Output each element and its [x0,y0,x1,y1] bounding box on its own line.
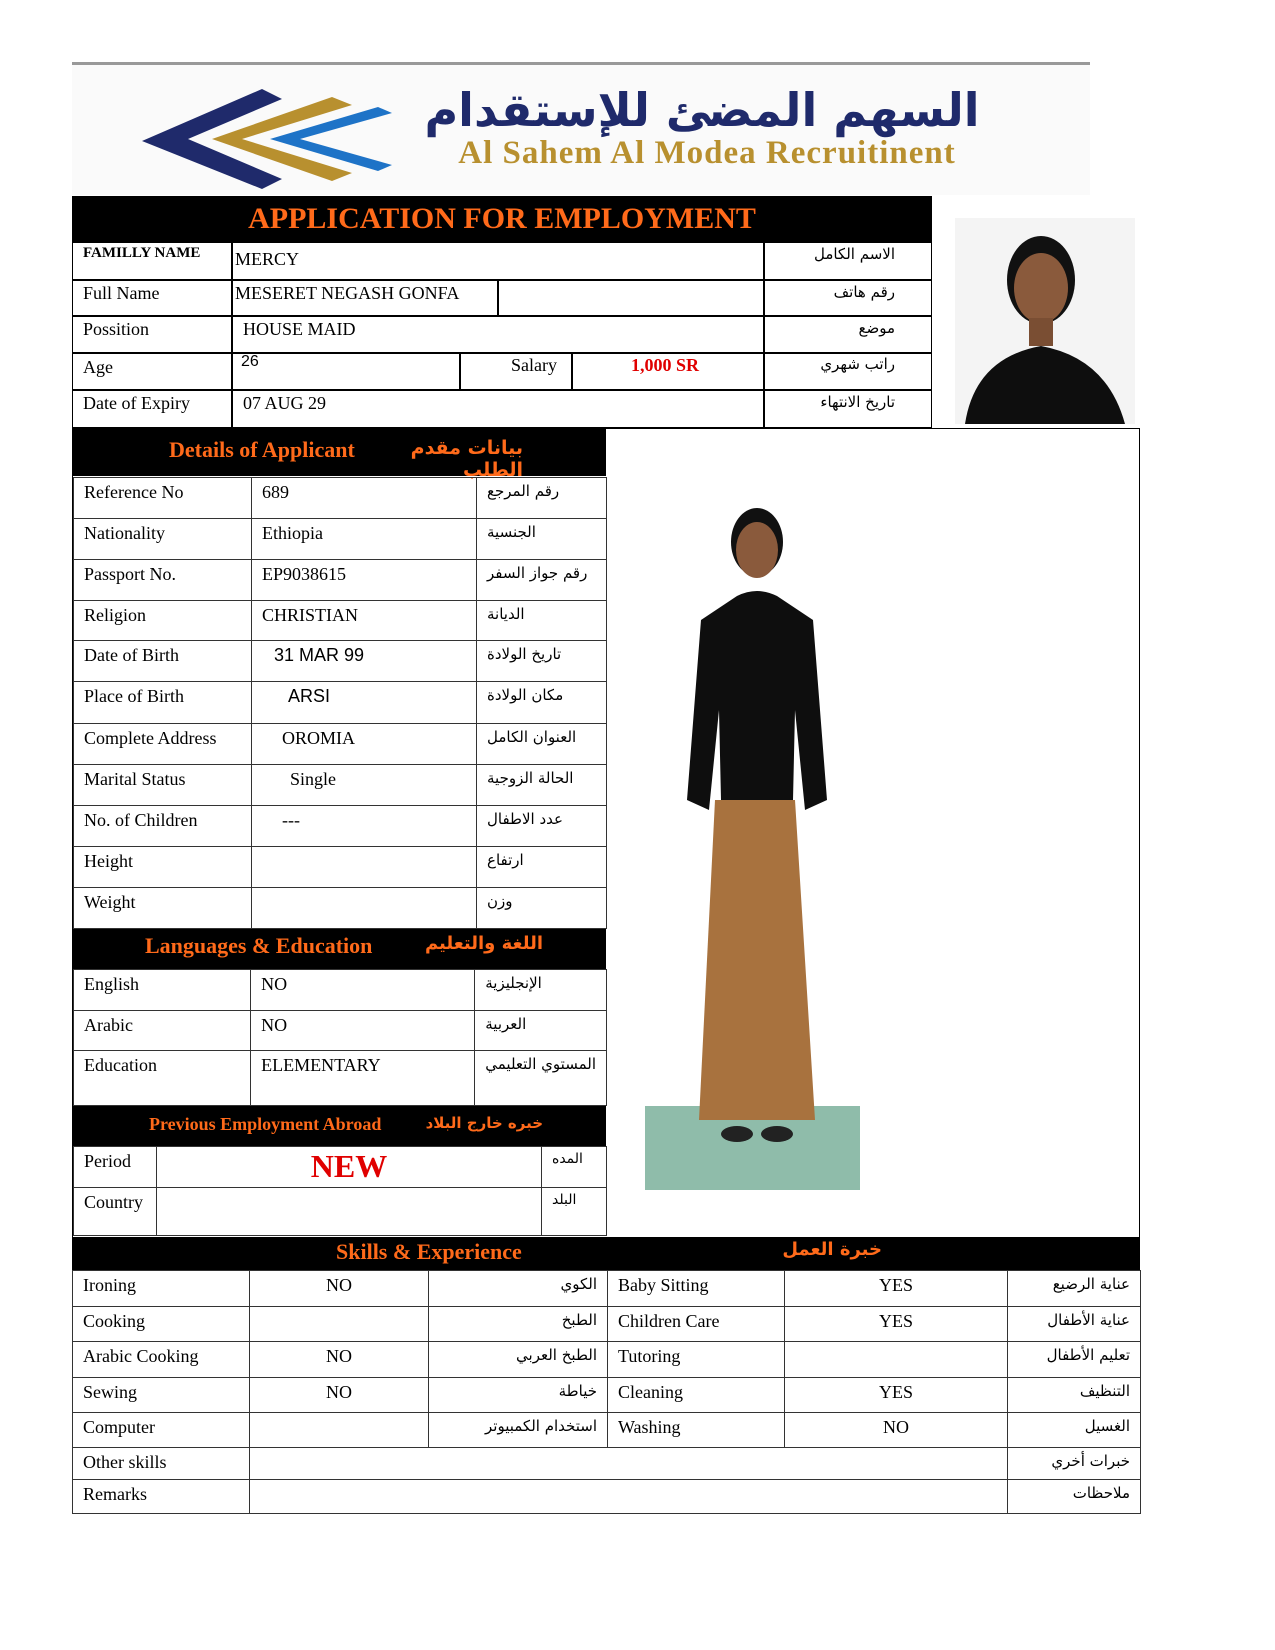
languages-title-en: Languages & Education [145,933,373,958]
salary-label: Salary [511,355,557,375]
title-bar [73,197,931,243]
table-row: Arabic Cooking NO الطبخ العربي Tutoring تعليم الأطفال [73,1342,1141,1378]
brand-english-name: Al Sahem Al Modea Recruitinent [458,135,956,171]
logo-banner [72,62,1090,195]
table-row: Weight وزن [74,888,607,929]
skills-title-bar [72,1237,1140,1270]
position-label: Possition [83,319,150,339]
expiry-label: Date of Expiry [83,393,190,413]
table-row: Sewing NO خياطة Cleaning YES التنظيف [73,1378,1141,1413]
table-row: Other skills خبرات أخري [73,1448,1141,1480]
table-row: Country البلد [74,1188,607,1236]
family-name-label: FAMILLY NAME [83,245,201,261]
previous-title-ar: خبره خارج البلاد [425,1114,543,1132]
salary-value: 1,000 SR [631,355,700,375]
table-row: Period NEW المده [74,1147,607,1188]
expiry-arabic: تاريخ الانتهاء [820,393,895,411]
position-value: HOUSE MAID [243,319,356,339]
previous-title-en: Previous Employment Abroad [149,1114,382,1134]
application-header [72,196,932,428]
details-title-en: Details of Applicant [169,437,355,462]
details-table [73,477,607,929]
table-row: Arabic NO العربية [74,1011,607,1051]
age-value: 26 [241,353,259,370]
new-badge: NEW [310,1148,388,1184]
table-row: Cooking الطبخ Children Care YES عناية الأطفال [73,1307,1141,1342]
table-row: Reference No 689 رقم المرجع [74,478,607,519]
full-name-value: MESERET NEGASH GONFA [235,283,460,303]
applicant-full-photo [645,500,860,1190]
table-row: No. of Children --- عدد الاطفال [74,806,607,847]
position-arabic: موضع [858,319,895,337]
table-row: Ironing NO الكوي Baby Sitting YES عناية الرضيع [73,1271,1141,1307]
applicant-headshot [955,218,1135,424]
languages-title-bar [73,929,606,969]
details-title-ar: بيانات مقدم الطلب [410,437,523,481]
family-name-arabic: الاسم الكامل [813,245,895,263]
skills-title-en: Skills & Experience [336,1239,522,1264]
table-row: Remarks ملاحظات [73,1480,1141,1514]
previous-table [73,1146,607,1236]
table-row: Marital Status Single الحالة الزوجية [74,765,607,806]
details-title-bar [73,429,606,481]
table-row: Date of Birth 31 MAR 99 تاريخ الولادة [74,641,607,682]
table-row: Nationality Ethiopia الجنسية [74,519,607,560]
family-name-value: MERCY [235,249,300,269]
languages-table [73,969,607,1106]
table-row: Education ELEMENTARY المستوي التعليمي [74,1051,607,1106]
brand-arabic-name: السهم المضئ للإستقدام [424,83,980,137]
table-row: English NO الإنجليزية [74,970,607,1011]
expiry-value: 07 AUG 29 [243,393,327,413]
skills-title-ar: خبرة العمل [782,1239,882,1260]
table-row: Religion CHRISTIAN الديانة [74,601,607,641]
previous-title-bar [73,1106,606,1146]
table-row: Computer استخدام الكمبيوتر Washing NO الغسيل [73,1413,1141,1448]
full-name-label: Full Name [83,283,160,303]
table-row: Complete Address OROMIA العنوان الكامل [74,724,607,765]
page-title: APPLICATION FOR EMPLOYMENT [248,202,756,235]
age-label: Age [83,357,113,377]
table-row: Passport No. EP9038615 رقم جواز السفر [74,560,607,601]
period-value-cell [157,1147,542,1188]
table-row: Place of Birth ARSI مكان الولادة [74,682,607,724]
table-row: Height ارتفاع [74,847,607,888]
salary-arabic: راتب شهري [820,355,895,373]
languages-title-ar: اللغة والتعليم [424,933,543,954]
phone-arabic: رقم هاتف [833,283,895,301]
skills-table [72,1270,1141,1514]
